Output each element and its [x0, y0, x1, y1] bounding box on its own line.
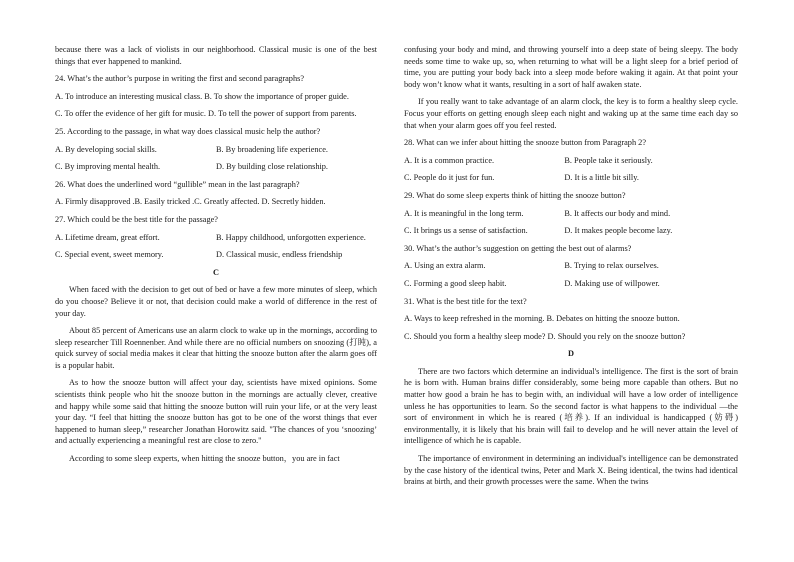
question-26-options: A. Firmly disapproved .B. Easily tricked .C. Greatly affected. D. Secretly hidden. — [55, 197, 326, 207]
option-d: D. Making use of willpower. — [564, 278, 660, 288]
question-25-options-row1 — [55, 144, 377, 156]
question-31-options-ab: A. Ways to keep refreshed in the morning. B. Debates on hitting the snooze button. — [404, 314, 680, 324]
option-b: B. By broadening life experience. — [216, 144, 328, 154]
option-c: C. By improving mental health. — [55, 162, 161, 172]
option-b: B. Trying to relax ourselves. — [564, 261, 659, 271]
option-c: C. It brings us a sense of satisfaction. — [404, 226, 528, 236]
passage-d-paragraph-2: The importance of environment in determining an individual's intelligence can be demonstrated by the case history of the identical twins, Peter and Mark X. Being identical, the twins had identical brains at birth, and their growth processes were the same. When the twins — [404, 454, 738, 487]
question-29-options-row1 — [404, 208, 738, 220]
option-a: A. Using an extra alarm. — [404, 261, 486, 271]
passage-b-ending: because there was a lack of violists in our neighborhood. Classical music is one of the best things that ever happened to mankind. — [55, 45, 377, 66]
passage-c-paragraph-5: If you really want to take advantage of an alarm clock, the key is to form a healthy sleep cycle. Focus your efforts on getting enough sleep each night and waking up at the same time each day so that when your alarm goes off you feel rested. — [404, 97, 738, 130]
question-26-stem: 26. What does the underlined word “gullible” mean in the last paragraph? — [55, 179, 300, 189]
passage-d-paragraph-1: There are two factors which determine an individual's intelligence. The first is the sort of brain he is born with. Human brains differ considerably, some being more capable than others. But no matter how good a brain he has to begin with, an individual will have a low order of intelligence unless he has opportunities to learn. So the second factor is what happens to the individual —the sort of environment in which he is reared (培养). If an individual is handicapped (妨碍) environmentally, it is likely that his brain will fail to develop and he will never attain the level of intelligence of which he is capable. — [404, 366, 738, 446]
question-28-options-row1 — [404, 155, 738, 167]
right-column — [404, 44, 738, 494]
question-30-options-row2 — [404, 278, 738, 290]
question-24-stem: 24. What’s the author’s purpose in writing the first and second paragraphs? — [55, 74, 304, 84]
question-25-options-row2 — [55, 161, 377, 173]
passage-c-paragraph-4-continued: confusing your body and mind, and throwing yourself into a deep state of being sleepy. The body needs some time to wake up, so, when returning to what will be a light sleep for a brief period of time, you are putting your body back into a sleep mode before waking it again. At that point your body won’t know what it wants, resulting in a sort of half awaken state. — [404, 45, 738, 89]
question-24-options-ab: A. To introduce an interesting musical class. B. To show the importance of proper guide. — [55, 91, 349, 101]
left-column — [55, 44, 377, 471]
option-d: D. By building close relationship. — [216, 162, 328, 172]
question-30-options-row1 — [404, 260, 738, 272]
option-d: D. It makes people become lazy. — [564, 226, 673, 236]
section-c-heading: C — [213, 267, 219, 277]
option-b: B. Happy childhood, unforgotten experience. — [216, 232, 366, 242]
question-27-options-row2 — [55, 249, 377, 261]
option-c: C. People do it just for fun. — [404, 173, 495, 183]
question-29-stem: 29. What do some sleep experts think of hitting the snooze button? — [404, 190, 626, 200]
option-c: C. Special event, sweet memory. — [55, 250, 164, 260]
option-a: A. Lifetime dream, great effort. — [55, 232, 160, 242]
question-25-stem: 25. According to the passage, in what way does classical music help the author? — [55, 126, 321, 136]
passage-c-paragraph-1: When faced with the decision to get out of bed or have a few more minutes of sleep, which do you choose? Believe it or not, that decision could make a world of difference in the rest of your day. — [55, 285, 377, 318]
option-b: B. People take it seriously. — [564, 155, 653, 165]
question-30-stem: 30. What’s the author’s suggestion on getting the best out of alarms? — [404, 243, 632, 253]
question-28-stem: 28. What can we infer about hitting the snooze button from Paragraph 2? — [404, 138, 646, 148]
question-27-stem: 27. Which could be the best title for the passage? — [55, 214, 218, 224]
option-a: A. It is meaningful in the long term. — [404, 208, 524, 218]
option-d: D. Classical music, endless friendship — [216, 250, 343, 260]
question-28-options-row2 — [404, 172, 738, 184]
passage-c-paragraph-4: According to some sleep experts, when hitting the snooze button，you are in fact — [69, 454, 340, 464]
question-29-options-row2 — [404, 225, 738, 237]
passage-c-paragraph-2: About 85 percent of Americans use an alarm clock to wake up in the mornings, according to sleep researcher Till Roennenber. And while there are no official numbers on snoozing (打盹), a quick survey of social media makes it clear that hitting the snooze button after the alarm goes off is a popular habit. — [55, 326, 377, 370]
passage-c-paragraph-3: As to how the snooze button will affect your day, scientists have mixed opinions. Some scientists think people who hit the snooze button in the mornings are actually clever, creative and happy while some said that hitting the snooze button will ruin your life, or at the very least your day. “I feel that hitting the snooze button has got to be one of the worst things that ever happened to human sleep,” researcher Jonathan Horowitz said. "The chances of you ‘snoozing’ and actually experiencing a meaningful rest are close to zero." — [55, 378, 377, 446]
question-31-stem: 31. What is the best title for the text? — [404, 296, 527, 306]
question-31-options-cd: C. Should you form a healthy sleep mode? D. Should you rely on the snooze button? — [404, 331, 686, 341]
question-27-options-row1 — [55, 232, 377, 244]
option-a: A. By developing social skills. — [55, 144, 157, 154]
question-24-options-cd: C. To offer the evidence of her gift for music. D. To tell the power of support from parents. — [55, 109, 357, 119]
option-d: D. It is a little bit silly. — [564, 173, 639, 183]
option-a: A. It is a common practice. — [404, 155, 495, 165]
option-b: B. It affects our body and mind. — [564, 208, 671, 218]
section-d-heading: D — [568, 349, 574, 359]
option-c: C. Forming a good sleep habit. — [404, 278, 507, 288]
